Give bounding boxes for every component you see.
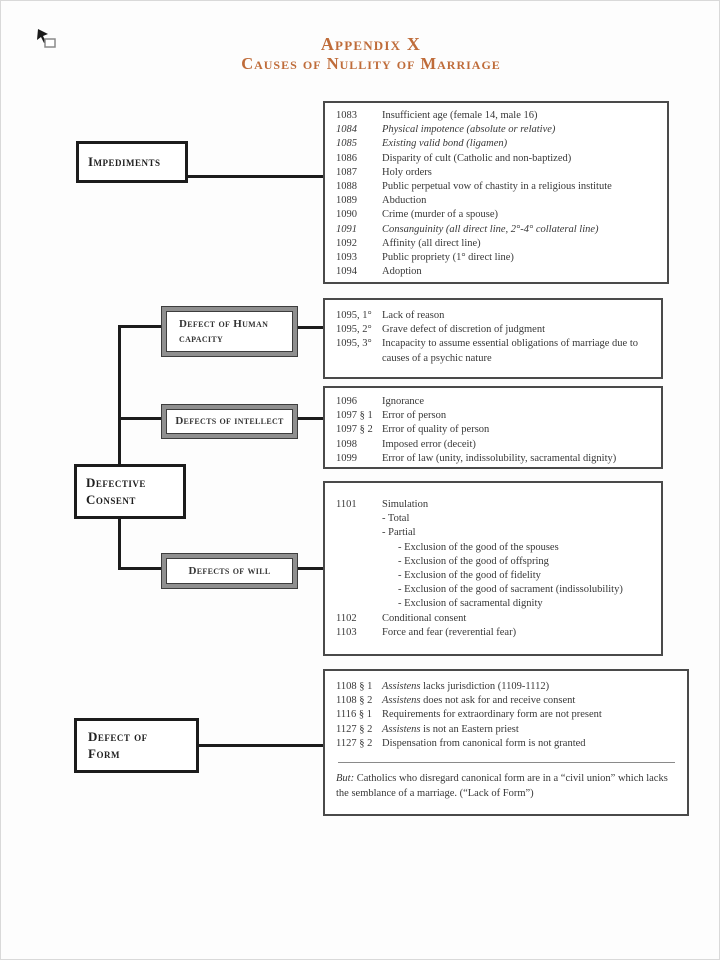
canon-text: - Exclusion of the good of offspring [398,555,549,567]
form-divider [338,762,675,763]
canon-number [336,583,382,597]
canon-row [336,555,651,569]
connector-trunk-lower [118,519,121,570]
canon-number: 1098 [336,438,357,450]
canon-text: - Exclusion of the good of fidelity [398,570,541,582]
canon-row [336,109,657,123]
canon-number: 1127 § 2 [336,737,373,749]
canon-text: - Exclusion of the good of sacrament (indissolubility) [398,584,623,596]
canon-row [336,423,651,437]
connector-branch-will [118,567,164,570]
canon-number: 1099 [336,452,357,464]
canon-number [336,512,382,526]
node-impediments [76,141,188,183]
list-intellect [323,386,663,469]
canon-text: Force and fear (reverential fear) [382,626,517,638]
canon-text: Assistens is not an Eastern priest [382,723,519,735]
canon-row [336,194,657,208]
title-line2: Causes of Nullity of Marriage [241,54,501,73]
canon-row [336,438,651,452]
form-rows [336,680,677,751]
canon-row [336,309,651,323]
canon-text: Imposed error (deceit) [382,438,476,450]
canon-row [336,452,651,466]
list-impediments [323,101,669,284]
connector-trunk-upper [118,325,121,464]
canon-number: 1108 § 1 [336,681,373,692]
canon-number: 1102 [336,612,357,624]
canon-row [336,323,651,337]
canon-number: 1096 [336,396,357,407]
canon-text: Public propriety (1° direct line) [382,252,514,264]
node-intellect [166,409,293,434]
canon-row [336,569,651,583]
canon-text: Abduction [382,195,427,207]
canon-row [336,251,657,265]
canon-number: 1103 [336,626,357,638]
canon-number: 1088 [336,181,357,193]
canon-text: Crime (murder of a spouse) [382,209,499,221]
form-note [336,772,677,801]
canon-row [336,708,677,722]
canon-text: Dispensation from canonical form is not granted [382,737,586,749]
canon-text: Grave defect of discretion of judgment [382,324,545,336]
node-will [166,558,293,584]
canon-number: 1094 [336,266,357,278]
canon-text: Insufficient age (female 14, male 16) [382,110,538,121]
canon-number: 1127 § 2 [336,723,373,735]
canon-text: Conditional consent [382,612,467,624]
canon-text: Error of law (unity, indissolubility, sacramental dignity) [382,452,617,464]
canon-number: 1101 [336,499,357,510]
canon-row [336,409,651,423]
node-intellect-label: Defects of intellect [175,415,284,427]
canon-row [336,223,657,237]
canon-row [336,208,657,222]
node-defective-consent-label: Defective Consent [86,475,146,507]
canon-text: Disparity of cult (Catholic and non-baptized) [382,152,572,164]
connector-branch-intellect [118,417,164,420]
canon-row [336,597,651,611]
canon-row [336,541,651,555]
canon-text: Error of person [382,410,447,422]
canon-text: Consanguinity (all direct line, 2°-4° collateral line) [382,223,599,235]
node-impediments-label: Impediments [88,153,161,169]
title-line1: Appendix X [320,34,422,54]
canon-text: Lack of reason [382,310,445,321]
connector-branch-capacity [118,325,164,328]
canon-number: 1116 § 1 [336,709,372,721]
canon-row [336,337,651,365]
canon-number: 1083 [336,110,357,121]
canon-row [336,152,657,166]
canon-row [336,512,651,526]
canon-number: 1089 [336,195,357,207]
node-defect-of-form-label: Defect of Form [88,729,148,761]
canon-number: 1095, 3° [336,338,372,350]
canon-row [336,526,651,540]
form-note-lead: But: [336,773,355,785]
canon-text: Existing valid bond (ligamen) [382,138,508,150]
canon-row [336,498,651,512]
canon-number: 1084 [336,124,357,136]
canon-text: Physical impotence (absolute or relative) [382,124,556,136]
canon-text: Assistens does not ask for and receive consent [382,695,576,707]
canon-number: 1086 [336,152,357,164]
canon-number: 1108 § 2 [336,695,373,707]
canon-row [336,626,651,640]
list-human-capacity [323,298,663,379]
canon-text: Affinity (all direct line) [382,237,481,249]
node-defect-of-form [74,718,199,773]
canon-number: 1085 [336,138,357,150]
canon-number [336,569,382,583]
canon-text: Ignorance [382,396,424,407]
page-title [11,34,720,73]
list-will [323,481,663,656]
canon-text: Public perpetual vow of chastity in a religious institute [382,181,612,193]
canon-row [336,166,657,180]
canon-text: - Partial [382,527,416,539]
node-will-label: Defects of will [188,564,271,577]
node-defective-consent [74,464,186,519]
canon-row [336,180,657,194]
connector-capacity-right [295,326,323,329]
canon-number: 1090 [336,209,357,221]
canon-row [336,737,677,751]
canon-row [336,583,651,597]
canon-text: Simulation [382,499,429,510]
canon-number: 1095, 2° [336,324,372,336]
canon-row [336,612,651,626]
canon-row [336,694,677,708]
canon-text: Adoption [382,266,422,278]
canon-row [336,265,657,279]
canon-row [336,680,677,694]
canon-number [336,597,382,611]
canon-text: Error of quality of person [382,424,490,436]
canon-row [336,723,677,737]
canon-text: Assistens lacks jurisdiction (1109-1112) [382,681,550,692]
canon-row [336,237,657,251]
canon-row [336,123,657,137]
canon-text: Requirements for extraordinary form are not present [382,709,602,721]
node-human-capacity [166,311,293,352]
node-human-capacity-label: Defect of Human capacity [179,317,269,345]
canon-text: Incapacity to assume essential obligations of marriage due to causes of a psychic nature [382,338,639,364]
canon-number [336,526,382,540]
form-note-text: Catholics who disregard canonical form are in a “civil union” which lacks the semblance of a marriage. (“Lack of Form”) [336,773,668,799]
canon-number: 1087 [336,166,357,178]
connector-impediments [186,175,323,178]
canon-row [336,395,651,409]
canon-text: - Exclusion of sacramental dignity [398,598,543,610]
canon-number: 1097 § 1 [336,410,373,422]
canon-text: Holy orders [382,166,432,178]
canon-text: - Exclusion of the good of the spouses [398,541,559,553]
canon-number: 1097 § 2 [336,424,373,436]
canon-number: 1091 [336,223,357,235]
connector-form [197,744,323,747]
canon-text: - Total [382,513,410,525]
connector-will-right [295,567,323,570]
canon-number: 1092 [336,237,357,249]
list-form [323,669,689,816]
canon-number [336,555,382,569]
canon-row [336,137,657,151]
connector-intellect-right [295,417,323,420]
canon-number: 1095, 1° [336,310,372,321]
canon-number [336,541,382,555]
canon-number: 1093 [336,252,357,264]
